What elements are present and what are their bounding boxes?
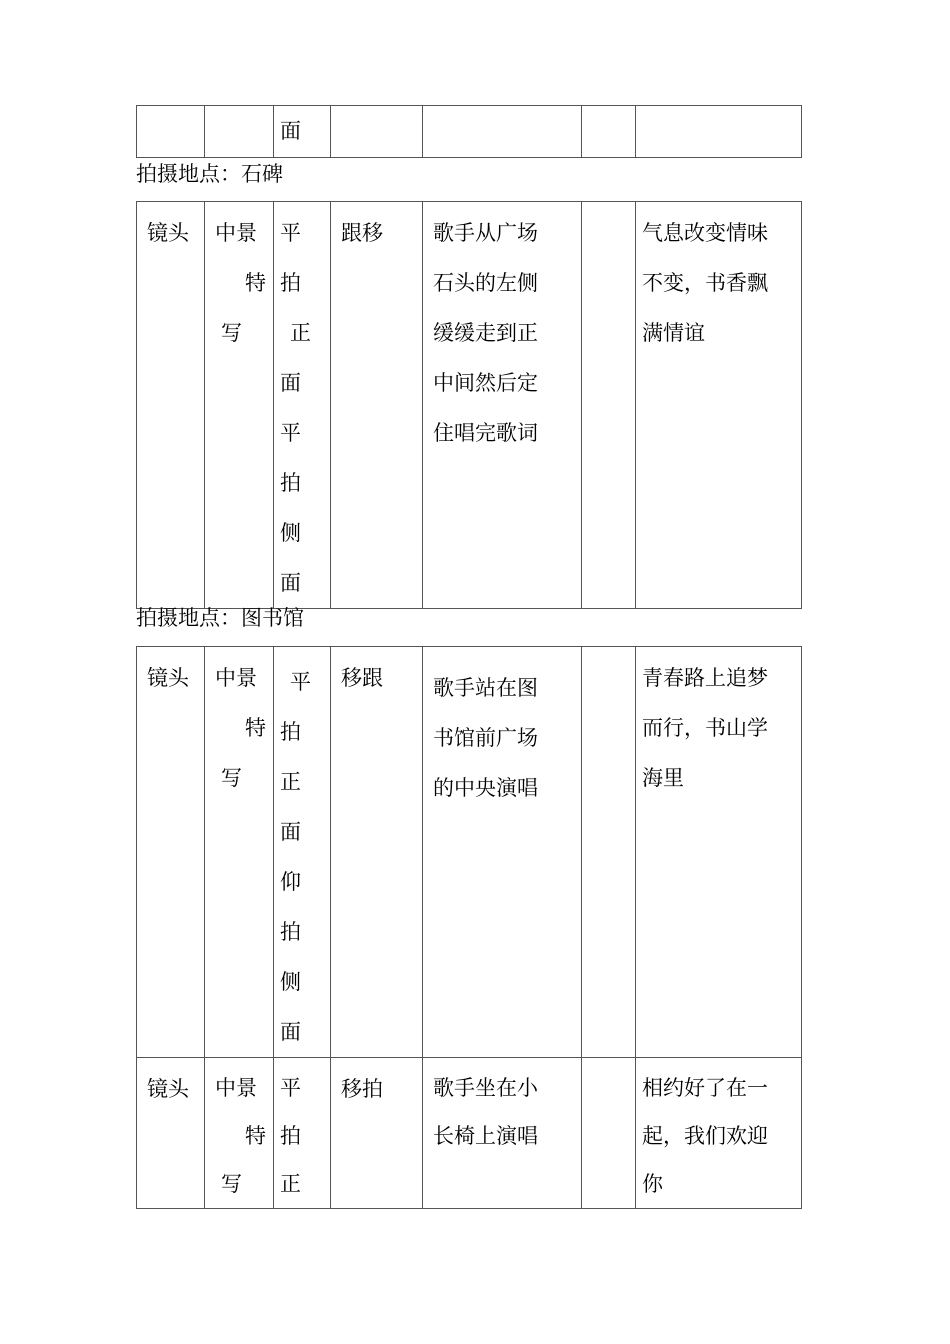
camera-angle-cell: 平 拍 正 — [274, 1058, 331, 1209]
top-table — [136, 105, 802, 158]
blank-cell — [582, 647, 636, 1058]
lyric-cell: 相约好了在一 起，我们欢迎 你 — [636, 1058, 802, 1209]
table-row — [137, 1058, 802, 1209]
content-cell: 歌手站在图 书馆前广场 的中央演唱 — [423, 647, 582, 1058]
movement-cell: 跟移 — [331, 202, 423, 609]
table-row — [137, 106, 802, 158]
movement-cell: 移拍 — [331, 1058, 423, 1209]
blank-cell — [582, 202, 636, 609]
shot-size-cell: 中景 特 写 — [205, 1058, 274, 1209]
camera-angle-cell: 平 拍 正 面 仰 拍 侧 面 — [274, 647, 331, 1058]
camera-angle-cell: 平 拍 正 面 平 拍 侧 面 — [274, 202, 331, 609]
table-cell — [582, 106, 636, 158]
shot-table-stone — [136, 201, 802, 609]
shot-size-cell: 中景 特 写 — [205, 647, 274, 1058]
shot-table-library — [136, 646, 802, 1209]
shot-size-cell: 中景 特 写 — [205, 202, 274, 609]
blank-cell — [582, 1058, 636, 1209]
content-cell: 歌手坐在小 长椅上演唱 — [423, 1058, 582, 1209]
lyric-cell: 青春路上追梦 而行，书山学 海里 — [636, 647, 802, 1058]
location-caption: 拍摄地点：石碑 — [136, 162, 283, 186]
shot-cell: 镜头 — [137, 647, 205, 1058]
location-caption: 拍摄地点：图书馆 — [136, 606, 304, 630]
shot-cell: 镜头 — [137, 1058, 205, 1209]
table-cell — [274, 106, 331, 158]
table-cell — [423, 106, 582, 158]
table-row — [137, 202, 802, 609]
lyric-cell: 气息改变情味 不变，书香飘 满情谊 — [636, 202, 802, 609]
movement-cell: 移跟 — [331, 647, 423, 1058]
content-cell: 歌手从广场 石头的左侧 缓缓走到正 中间然后定 住唱完歌词 — [423, 202, 582, 609]
table-cell — [636, 106, 802, 158]
angle-text: 面 — [280, 119, 301, 143]
table-cell — [205, 106, 274, 158]
table-cell — [137, 106, 205, 158]
table-cell — [331, 106, 423, 158]
table-row — [137, 647, 802, 1058]
shot-cell: 镜头 — [137, 202, 205, 609]
